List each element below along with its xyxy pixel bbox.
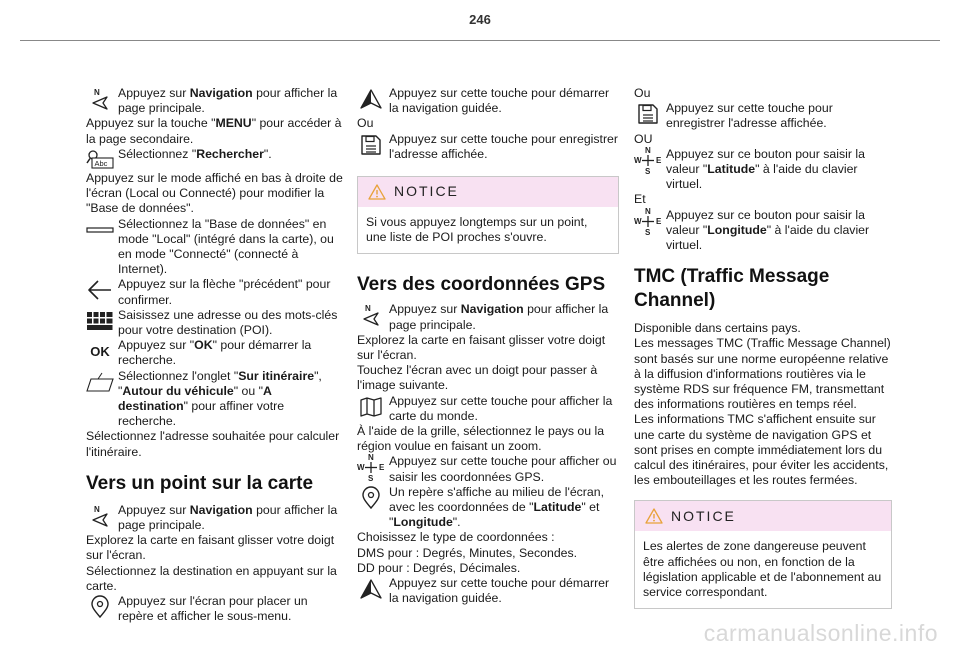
para-select-destination: Sélectionnez la destination en appuyant sur la carte. (86, 563, 337, 593)
notice-label: NOTICE (394, 183, 459, 200)
svg-text:S: S (368, 474, 374, 483)
para-explore-map: Explorez la carte en faisant glisser votre doigt sur l'écran. (86, 533, 335, 563)
step-gps-coords: N W E S Appuyez sur cette touche pour afficher ou saisir les coordonnées GPS. (357, 453, 617, 484)
heading-gps: Vers des coordonnées GPS (357, 274, 606, 296)
step-navigation: Appuyez sur Navigation pour afficher la page principale. (86, 86, 344, 116)
step-longitude: N W E S Appuyez sur ce bouton pour saisir la valeur "Longitude" à l'aide du clavier virtuel. (634, 206, 870, 253)
svg-text:E: E (656, 155, 662, 165)
toggle-bar-icon (86, 218, 114, 242)
svg-text:Abc: Abc (94, 158, 108, 168)
top-divider (20, 40, 940, 41)
notice-text: Les alertes de zone dangereuse peuvent être affichées ou non, en fonction de la législation applicable et de l'abonnement au service correspondant. (643, 539, 882, 600)
para-tmc-info: Les informations TMC s'affichent ensuite sur une carte du système de navigation GPS et sont prises en compte immédiatement lors du calcul des itinéraires, pour éviter les accidents, les embouteillages et les routes fermées. (634, 412, 889, 488)
heading-tmc: TMC (Traffic Message Channel) (634, 266, 830, 312)
step-database: Sélectionnez la "Base de données" en mode "Local" (intégré dans la carte), ou en mode "Connecté" (connecté à Internet). (86, 217, 344, 278)
step-back-arrow: Appuyez sur la flèche "précédent" pour confirmer. (86, 277, 344, 307)
text-ou: OU (634, 131, 653, 146)
step-start-guidance: Appuyez sur cette touche pour démarrer la navigation guidée. (357, 86, 619, 116)
step-latitude: N W E S Appuyez sur ce bouton pour saisir la valeur "Latitude" à l'aide du clavier virtuel. (634, 145, 865, 192)
step-menu: Appuyez sur la touche "MENU" pour accéder à la page secondaire. (86, 116, 342, 146)
para-explore: Explorez la carte en faisant glisser votre doigt sur l'écran. (357, 332, 606, 363)
notice-header (358, 177, 618, 207)
svg-text:W: W (634, 216, 642, 226)
map-pin-icon (357, 486, 385, 510)
search-keyboard-icon (86, 148, 114, 172)
para-grid: À l'aide de la grille, sélectionnez le pays ou la région voulue en faisant un zoom. (357, 424, 605, 454)
compass-icon (357, 453, 385, 483)
compass-icon (634, 206, 662, 236)
column-2 (357, 86, 619, 606)
para-next-image: Touchez l'écran avec un doigt pour passer à l'image suivante. (357, 363, 598, 393)
para-coord-type: Choisissez le type de coordonnées : (357, 530, 555, 545)
para-select-address: Sélectionnez l'adresse souhaitée pour calculer l'itinéraire. (86, 429, 340, 459)
page-number: 246 (469, 12, 491, 27)
compass-icon (634, 145, 662, 175)
svg-text:E: E (656, 216, 662, 226)
watermark: carmanualsonline.info (703, 619, 938, 646)
svg-text:N: N (645, 145, 651, 155)
keyboard-icon (86, 309, 114, 333)
para-tmc-messages: Les messages TMC (Traffic Message Channel) sont basés sur une norme européenne relative à la diffusion d'informations routières via le système RDS sur fréquence FM, transmettant des informations routières en temps réel. (634, 336, 891, 412)
tab-icon (86, 370, 114, 394)
step-map-navigation: Appuyez sur Navigation pour afficher la page principale. (86, 503, 344, 533)
step-gps-navigation: Appuyez sur Navigation pour afficher la page principale. (357, 302, 619, 332)
start-navigation-icon (357, 87, 385, 111)
notice-header (635, 501, 891, 531)
world-map-icon (357, 395, 385, 419)
step-keyboard: Saisissez une adresse ou des mots-clés pour votre destination (POI). (86, 308, 344, 338)
svg-text:S: S (645, 227, 651, 236)
navigation-icon (357, 303, 385, 327)
text-et: Et (634, 192, 646, 207)
step-save-address: Appuyez sur cette touche pour enregistrer l'adresse affichée. (357, 132, 619, 162)
start-navigation-icon (357, 577, 385, 601)
svg-text:W: W (634, 155, 642, 165)
para-dms: DMS pour : Degrés, Minutes, Secondes. (357, 545, 578, 560)
back-arrow-icon (86, 278, 114, 302)
svg-text:E: E (379, 463, 385, 473)
save-icon (357, 133, 385, 157)
warning-icon (368, 183, 386, 201)
text-or: Ou (634, 86, 651, 100)
notice-label: NOTICE (671, 507, 736, 524)
heading-map-point: Vers un point sur la carte (86, 472, 314, 494)
notice-box (634, 500, 892, 609)
warning-icon (645, 507, 663, 525)
save-icon (634, 102, 662, 126)
para-dd: DD pour : Degrés, Décimales. (357, 560, 521, 575)
para-availability: Disponible dans certains pays. (634, 321, 801, 336)
notice-box (357, 176, 619, 254)
step-ok: OK Appuyez sur "OK" pour démarrer la recherche. (86, 338, 344, 368)
svg-text:N: N (645, 206, 651, 216)
step-world-map: Appuyez sur cette touche pour afficher la carte du monde. (357, 394, 619, 424)
step-tab: Sélectionnez l'onglet "Sur itinéraire", "Autour du véhicule" ou "A destination" pour affiner votre recherche. (86, 369, 344, 430)
text-or: Ou (357, 116, 374, 131)
navigation-icon (86, 87, 114, 111)
step-place-marker: Appuyez sur l'écran pour placer un repère et afficher le sous-menu. (86, 594, 344, 624)
step-search: Abc Sélectionnez "Rechercher". (86, 147, 344, 162)
map-pin-icon (86, 595, 114, 619)
column-3 (634, 86, 892, 609)
svg-text:N: N (368, 453, 374, 463)
step-save-address: Appuyez sur cette touche pour enregistrer l'adresse affichée. (634, 101, 892, 131)
svg-text:S: S (645, 166, 651, 175)
navigation-icon (86, 504, 114, 528)
column-1 (86, 86, 344, 625)
ok-button-icon: OK (90, 343, 110, 359)
svg-text:W: W (357, 463, 365, 473)
step-start-guidance-2: Appuyez sur cette touche pour démarrer la navigation guidée. (357, 576, 619, 606)
para-database-mode: Appuyez sur le mode affiché en bas à droite de l'écran (Local ou Connecté) pour modifier la "Base de données". (86, 171, 343, 216)
notice-text: Si vous appuyez longtemps sur un point, une liste de POI proches s'ouvre. (366, 215, 588, 245)
step-marker: Un repère s'affiche au milieu de l'écran, avec les coordonnées de "Latitude" et "Longitude". (357, 485, 619, 531)
